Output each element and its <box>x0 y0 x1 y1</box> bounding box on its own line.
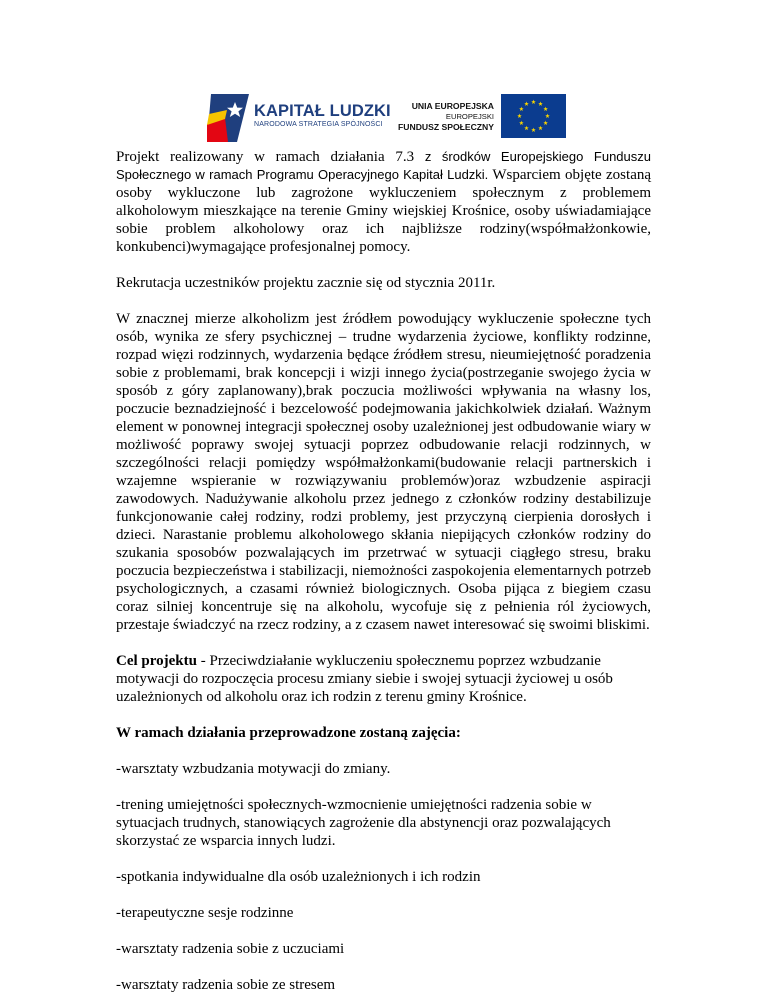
goal-text: - Przeciwdziałanie wykluczeniu społecznemu poprzez wzbudzanie motywacji do rozpoczęcia procesu zmiany siebie i swojej sytuacji życiowej u osób uzależnionych od alkoholu oraz ich rodzin z terenu gminy Krośnice. <box>116 653 613 705</box>
kapital-ludzki-title: KAPITAŁ LUDZKI <box>254 102 391 120</box>
activity-item: -warsztaty wzbudzania motywacji do zmiany. <box>116 761 391 777</box>
goal-label: Cel projektu <box>116 653 197 669</box>
kapital-ludzki-emblem-icon <box>205 92 251 144</box>
intro-text-serif-a: Projekt realizowany w ramach działania 7.3 <box>116 149 425 165</box>
activity-item: -terapeutyczne sesje rodzinne <box>116 905 294 921</box>
main-paragraph: W znacznej mierze alkoholizm jest źródłem powodujący wykluczenie społeczne tych osób, wynika ze sfery psychicznej – trudne wydarzenia życiowe, konflikty rodzinne, rozpad więzi rodzinnych, wydarzenia będące źródłem stresu, nieumiejętność poradzenia sobie z problemami, brak koncepcji i wizji innego życia(postrzeganie swojego życia w sposób z góry zaplanowany),brak poczucia możliwości wpływania na własny los, poczucie beznadziejność i bezcelowość podejmowania jakichkolwiek działań. Ważnym element w ponownej integracji społecznej osoby uzależnionej jest odbudowanie wiary w możliwość poprawy swojej sytuacji poprzez odbudowanie relacji rodzinnych, w szczególności relacji pomiędzy współmałżonkami(budowanie relacji partnerskich i wzajemne wspieranie w rozwiązywaniu problemów)oraz wzbudzenie aspiracji zawodowych. Nadużywanie alkoholu przez jednego z członków rodziny destabilizuje funkcjonowanie całej rodziny, rodzi problemy, jest przyczyną cierpienia dorosłych i dzieci. Narastanie problemu alkoholowego skłania niepijących członków rodziny do szukania sposobów pozwalających im przetrwać w sytuacji ciągłego stresu, braku poczucia bezpieczeństwa i stabilizacji, niemożności zaspokojenia elementarnych potrzeb psychologicznych, a czasami również biologicznych. Osoba pijąca z biegiem czasu coraz silniej koncentruje się na alkoholu, wycofuje się z pełnienia ról życiowych, przestaje świadczyć na rzecz rodziny, a z czasem nawet interesować się swoimi bliskimi. <box>116 311 651 633</box>
activity-item: -trening umiejętności społecznych-wzmocnienie umiejętności radzenia sobie w sytuacjach trudnych, stanowiących zagrożenie dla abstynencji oraz pozwalających skorzystać ze wsparcia innych ludzi. <box>116 797 611 849</box>
goal-paragraph <box>116 652 651 706</box>
kapital-ludzki-wordmark <box>254 102 391 130</box>
intro-text-sans-b: ramach Programu Operacyjnego Kapitał Ludzki. <box>209 167 489 182</box>
kapital-ludzki-subtitle: NARODOWA STRATEGIA SPÓJNOŚCI <box>254 121 383 128</box>
kapital-ludzki-logo <box>205 92 391 144</box>
eu-flag-icon <box>501 94 566 138</box>
activity-item: -spotkania indywidualne dla osób uzależnionych i ich rodzin <box>116 869 481 885</box>
intro-text-sans-a: z środków Europejskiego Funduszu Społecznego w <box>116 149 651 182</box>
document-body <box>116 148 651 994</box>
activity-item: -warsztaty radzenia sobie z uczuciami <box>116 941 345 957</box>
eu-fund-label <box>398 101 494 133</box>
eu-label-line2: EUROPEJSKI <box>445 112 494 121</box>
eu-label-line1: UNIA EUROPEJSKA <box>411 101 494 111</box>
intro-paragraph <box>116 148 651 256</box>
activities-heading: W ramach działania przeprowadzone zostaną zajęcia: <box>116 725 461 741</box>
eu-label-line3: FUNDUSZ SPOŁECZNY <box>398 122 494 132</box>
activity-item: -warsztaty radzenia sobie ze stresem <box>116 977 336 993</box>
recruitment-paragraph: Rekrutacja uczestników projektu zacznie się od stycznia 2011r. <box>116 275 496 291</box>
intro-text-serif-b: Wsparciem objęte zostaną osoby wykluczone lub zagrożone wykluczeniem społecznym z problemem alkoholowym mieszkające na terenie Gminy wiejskiej Krośnice, osoby uświadamiające sobie problem alkoholowy oraz ich najbliższe rodziny(współmałżonkowie, konkubenci)wymagające profesjonalnej pomocy. <box>116 167 652 255</box>
